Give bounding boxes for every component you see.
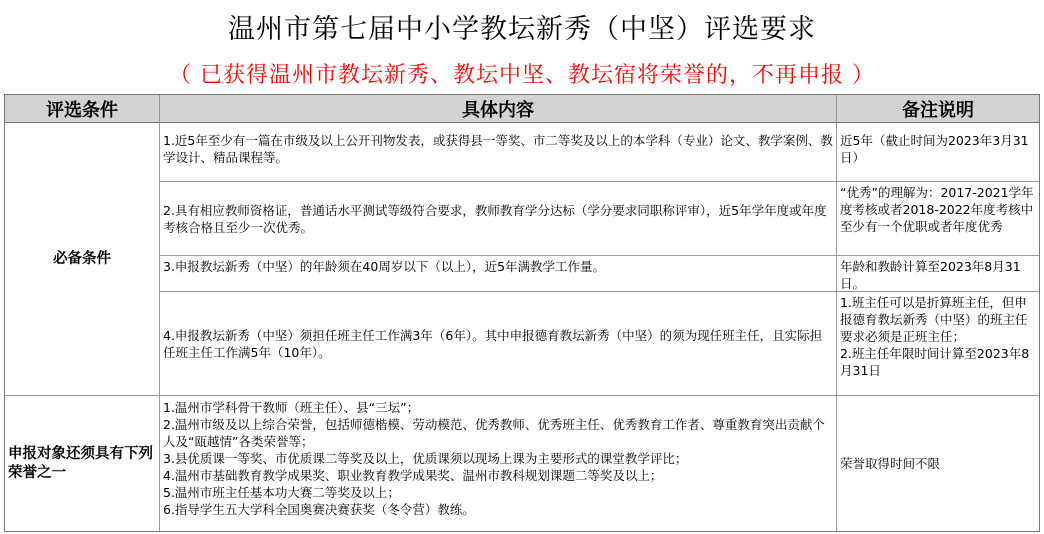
content-row-3[interactable]: 3.申报教坛新秀（中坚）的年龄须在40周岁以下（以上），近5年满教学工作量。	[160, 256, 837, 292]
category-honors-required[interactable]: 申报对象还须具有下列荣誉之一	[5, 396, 160, 531]
content-row-2-text: 2.具有相应教师资格证，普通话水平测试等级符合要求，教师教育学分达标（学分要求同职称评审），近5年学年度或年度考核合格且至少一次优秀。	[163, 202, 827, 235]
content-row-1[interactable]: 1.近5年至少有一篇在市级及以上公开刊物发表，或获得县一等奖、市二等奖及以上的本学科（专业）论文、教学案例、教学设计、精品课程等。	[160, 123, 837, 182]
note-row-4[interactable]: 1.班主任可以是折算班主任，但申报德育教坛新秀（中坚）的班主任要求必须是正班主任； 2.班主任年限时间计算至2023年8月31日	[837, 292, 1039, 396]
content-row-4[interactable]	[160, 292, 837, 396]
content-row-2[interactable]	[160, 182, 837, 256]
header-notes[interactable]: 备注说明	[837, 95, 1039, 123]
category-required-conditions[interactable]: 必备条件	[5, 123, 160, 396]
requirements-table	[4, 94, 1040, 532]
page-subtitle-notice: （ 已获得温州市教坛新秀、教坛中坚、教坛宿将荣誉的，不再申报 ）	[169, 62, 875, 88]
header-criteria[interactable]: 评选条件	[5, 95, 160, 123]
note-honors[interactable]	[837, 396, 1039, 531]
note-row-1[interactable]: 近5年（截止时间为2023年3月31日）	[837, 123, 1039, 182]
note-honors-text: 荣誉取得时间不限	[840, 456, 941, 471]
content-honors-list[interactable]: 1.温州市学科骨干教师（班主任）、县“三坛”； 2.温州市级及以上综合荣誉，包括师德楷模、劳动模范、优秀教师、优秀班主任、优秀教育工作者、尊重教育突出贡献个人及“瓯越情”各类荣誉等； 3.县优质课一等奖、市优质课二等奖及以上，优质课须以现场上课为主要形式的课堂教学评比； 4.温州市基础教育教学成果奖、职业教育教学成果奖、温州市教科规划课题二等奖及以上； 5.温州市班主任基本功大赛二等奖及以上； 6.指导学生五大学科全国奥赛决赛获奖（冬令营）教练。	[160, 396, 837, 531]
note-row-2[interactable]: “优秀”的理解为：2017-2021学年度考核或者2018-2022年度考核中至少有一个优职或者年度优秀	[837, 182, 1039, 256]
header-content[interactable]: 具体内容	[160, 95, 837, 123]
note-row-3[interactable]: 年龄和教龄计算至2023年8月31日。	[837, 256, 1039, 292]
content-row-4-text: 4.申报教坛新秀（中坚）须担任班主任工作满3年（6年）。其中申报德育教坛新秀（中坚）的须为现任班主任，且实际担任班主任工作满5年（10年）。	[163, 327, 823, 360]
page-title: 温州市第七届中小学教坛新秀（中坚）评选要求	[228, 13, 816, 45]
